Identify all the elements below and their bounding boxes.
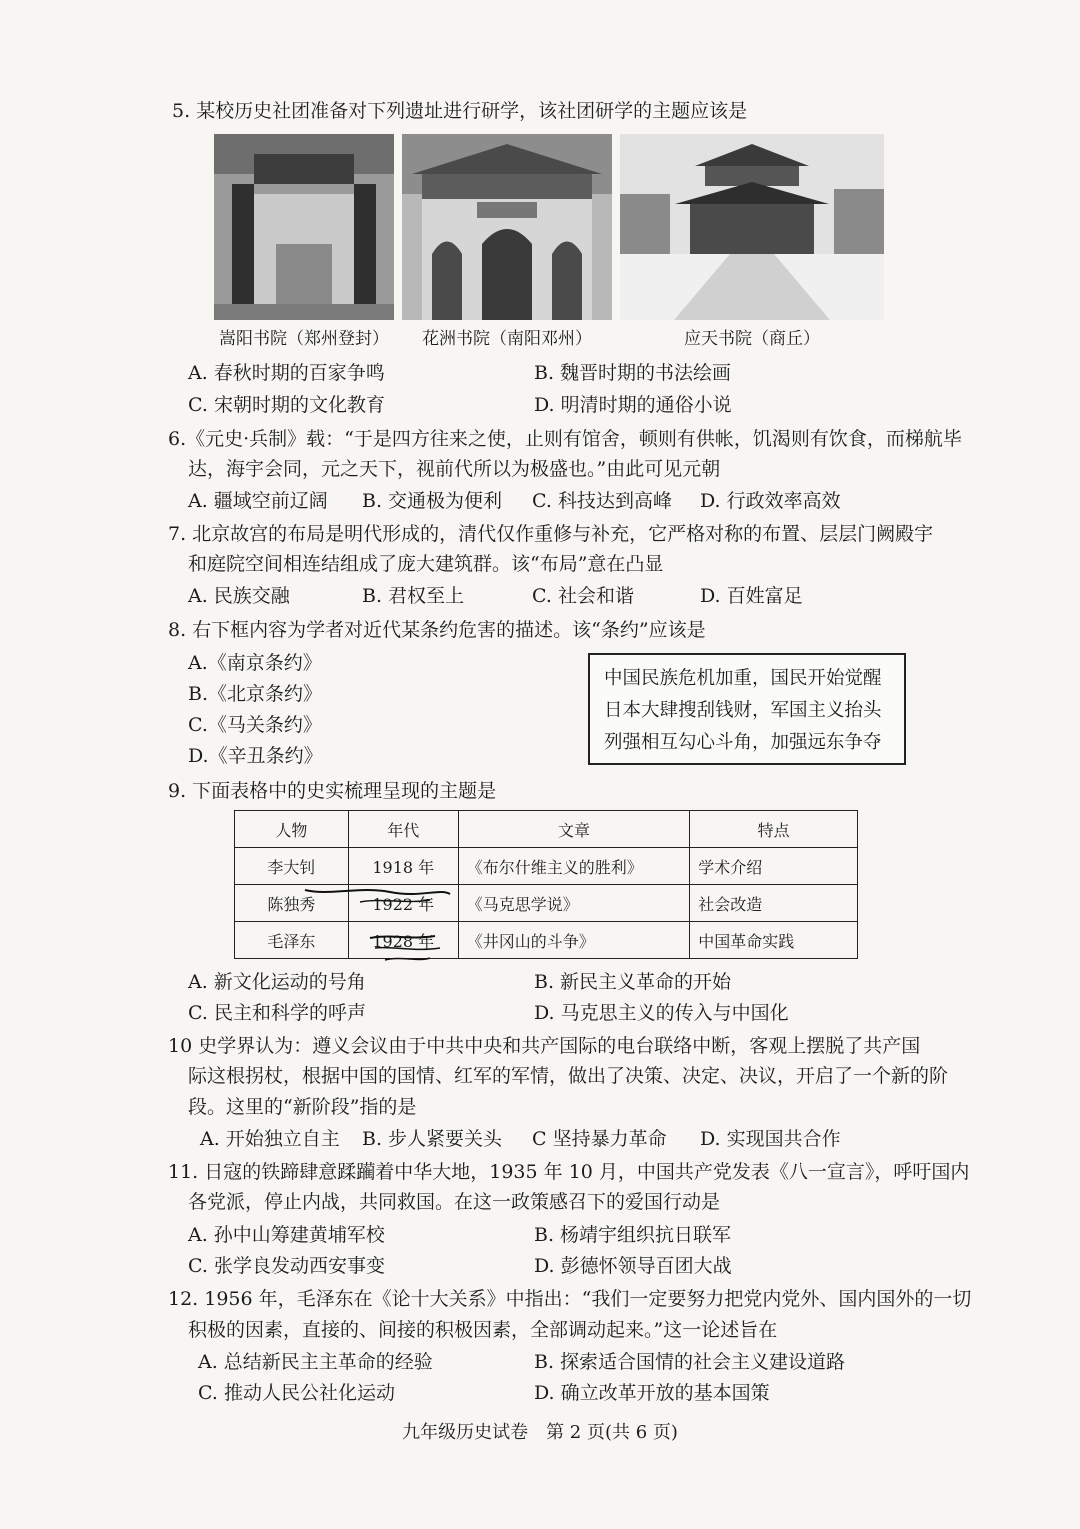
academy-hall-photo bbox=[620, 134, 884, 320]
q6-option-d: D. 行政效率高效 bbox=[700, 490, 841, 512]
q10-stem-line3: 段。这里的“新阶段”指的是 bbox=[188, 1096, 417, 1118]
q5-option-d: D. 明清时期的通俗小说 bbox=[534, 394, 732, 416]
q8-option-d: D.《辛丑条约》 bbox=[188, 745, 323, 767]
q9-option-b: B. 新民主义革命的开始 bbox=[534, 971, 732, 993]
photo-caption: 嵩阳书院（郑州登封） bbox=[219, 329, 389, 349]
q9-option-a: A. 新文化运动的号角 bbox=[188, 971, 366, 993]
quote-line: 中国民族危机加重，国民开始觉醒 bbox=[604, 668, 882, 689]
q12-option-a: A. 总结新民主主革命的经验 bbox=[198, 1351, 433, 1373]
table-header-row bbox=[235, 811, 858, 848]
q11-option-d: D. 彭德怀领导百团大战 bbox=[534, 1255, 732, 1277]
table-cell: 李大钊 bbox=[235, 848, 349, 885]
q11-option-b: B. 杨靖宇组织抗日联军 bbox=[534, 1224, 732, 1246]
q12-stem-line2: 积极的因素，直接的、间接的积极因素，全部调动起来。”这一论述旨在 bbox=[188, 1319, 778, 1341]
q11-stem-line2: 各党派，停止内战，共同救国。在这一政策感召下的爱国行动是 bbox=[188, 1191, 721, 1213]
table-cell: 《马克思学说》 bbox=[458, 885, 690, 922]
q7-option-d: D. 百姓富足 bbox=[700, 585, 803, 607]
q11-option-c: C. 张学良发动西安事变 bbox=[188, 1255, 385, 1277]
q9-option-c: C. 民主和科学的呼声 bbox=[188, 1002, 366, 1024]
q5-stem: 5. 某校历史社团准备对下列遗址进行研学，该社团研学的主题应该是 bbox=[172, 100, 748, 122]
q8-option-b: B.《北京条约》 bbox=[188, 683, 323, 705]
q5-option-b: B. 魏晋时期的书法绘画 bbox=[534, 362, 732, 384]
q10-stem-line1: 10 史学界认为：遵义会议由于中共中央和共产国际的电台联络中断，客观上摆脱了共产国 bbox=[168, 1035, 921, 1057]
quote-line: 列强相互勾心斗角，加强远东争夺 bbox=[604, 732, 882, 753]
table-cell: 《布尔什维主义的胜利》 bbox=[458, 848, 690, 885]
quote-line: 日本大肆搜刮钱财，军国主义抬头 bbox=[604, 700, 882, 721]
table-cell: 陈独秀 bbox=[235, 885, 349, 922]
q7-option-c: C. 社会和谐 bbox=[532, 585, 634, 607]
table-cell: 1918 年 bbox=[348, 848, 458, 885]
q6-stem-line2: 达，海宇会同，元之天下，视前代所以为极盛也。”由此可见元朝 bbox=[188, 458, 721, 480]
q11-option-a: A. 孙中山筹建黄埔军校 bbox=[188, 1224, 385, 1246]
q12-option-c: C. 推动人民公社化运动 bbox=[198, 1382, 395, 1404]
table-cell: 《井冈山的斗争》 bbox=[458, 922, 690, 959]
table-header: 年代 bbox=[348, 811, 458, 848]
q6-option-c: C. 科技达到高峰 bbox=[532, 490, 672, 512]
q10-option-a: A. 开始独立自主 bbox=[200, 1128, 340, 1150]
q7-option-b: B. 君权至上 bbox=[362, 585, 465, 607]
academy-archway-photo bbox=[402, 134, 612, 320]
q8-quote-box bbox=[588, 653, 906, 765]
table-cell: 1922 年 bbox=[348, 885, 458, 922]
q7-stem-line1: 7. 北京故宫的布局是明代形成的，清代仅作重修与补充，它严格对称的布置、层层门阙殿宇 bbox=[168, 523, 934, 545]
q5-option-a: A. 春秋时期的百家争鸣 bbox=[188, 362, 385, 384]
q9-option-d: D. 马克思主义的传入与中国化 bbox=[534, 1002, 789, 1024]
q9-stem: 9. 下面表格中的史实梳理呈现的主题是 bbox=[168, 780, 497, 802]
q10-option-b: B. 步人紧要关头 bbox=[362, 1128, 503, 1150]
photo-caption: 花洲书院（南阳邓州） bbox=[422, 329, 592, 349]
table-cell: 毛泽东 bbox=[235, 922, 349, 959]
table-header: 人物 bbox=[235, 811, 349, 848]
q6-option-a: A. 疆域空前辽阔 bbox=[188, 490, 328, 512]
table-cell: 1928 年 bbox=[348, 922, 458, 959]
q8-stem: 8. 右下框内容为学者对近代某条约危害的描述。该“条约”应该是 bbox=[168, 619, 706, 641]
q10-option-c: C 坚持暴力革命 bbox=[532, 1128, 667, 1150]
q12-option-b: B. 探索适合国情的社会主义建设道路 bbox=[534, 1351, 846, 1373]
table-header: 特点 bbox=[690, 811, 858, 848]
page-footer: 九年级历史试卷 第 2 页(共 6 页) bbox=[402, 1422, 678, 1443]
q5-option-c: C. 宋朝时期的文化教育 bbox=[188, 394, 385, 416]
q6-stem-line1: 6.《元史·兵制》载：“于是四方往来之使，止则有馆舍，顿则有供帐，饥渴则有饮食，而梯航毕 bbox=[168, 428, 962, 450]
q12-option-d: D. 确立改革开放的基本国策 bbox=[534, 1382, 770, 1404]
q8-option-c: C.《马关条约》 bbox=[188, 714, 322, 736]
table-cell: 学术介绍 bbox=[690, 848, 858, 885]
table-header: 文章 bbox=[458, 811, 690, 848]
table-cell: 中国革命实践 bbox=[690, 922, 858, 959]
photo-caption: 应天书院（商丘） bbox=[684, 329, 820, 349]
q6-option-b: B. 交通极为便利 bbox=[362, 490, 503, 512]
q10-option-d: D. 实现国共合作 bbox=[700, 1128, 841, 1150]
academy-gate-photo bbox=[214, 134, 394, 320]
q10-stem-line2: 际这根拐杖，根据中国的国情、红军的军情，做出了决策、决定、决议，开启了一个新的阶 bbox=[188, 1065, 949, 1087]
q12-stem-line1: 12. 1956 年，毛泽东在《论十大关系》中指出：“我们一定要努力把党内党外、国内国外的一切 bbox=[168, 1288, 972, 1310]
table-cell: 社会改造 bbox=[690, 885, 858, 922]
pen-scribble-marks bbox=[300, 868, 460, 968]
q8-option-a: A.《南京条约》 bbox=[188, 652, 322, 674]
q7-stem-line2: 和庭院空间相连结组成了庞大建筑群。该“布局”意在凸显 bbox=[188, 553, 664, 575]
q11-stem-line1: 11. 日寇的铁蹄肆意蹂躏着中华大地，1935 年 10 月，中国共产党发表《八一宣言》，呼吁国内 bbox=[168, 1161, 970, 1183]
q7-option-a: A. 民族交融 bbox=[188, 585, 290, 607]
